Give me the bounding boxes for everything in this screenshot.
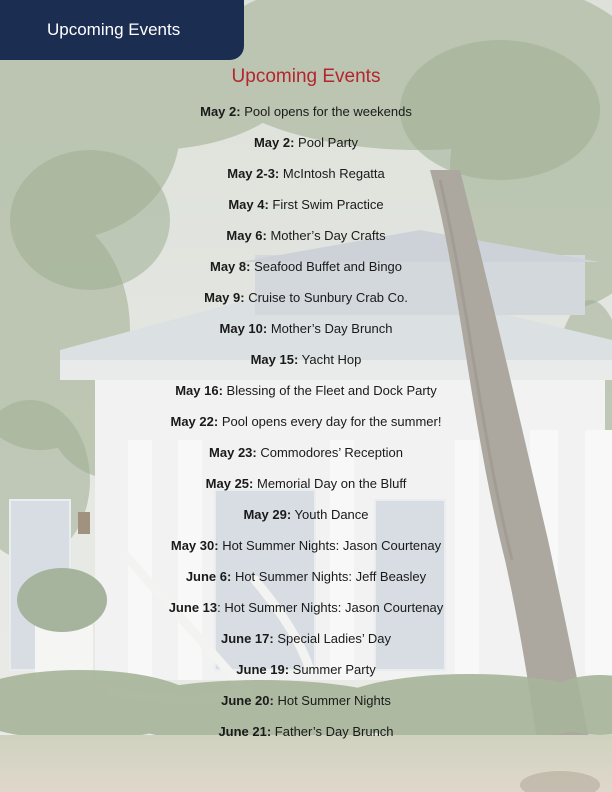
event-item bbox=[0, 722, 612, 753]
event-description: Blessing of the Fleet and Dock Party bbox=[222, 383, 437, 398]
event-item bbox=[0, 102, 612, 133]
event-date: May 2-3: bbox=[227, 166, 280, 181]
event-date: May 25: bbox=[205, 476, 254, 491]
event-description: Special Ladies’ Day bbox=[273, 631, 392, 646]
event-description: Memorial Day on the Bluff bbox=[253, 476, 407, 491]
event-date: June 19: bbox=[236, 662, 290, 677]
event-description: Summer Party bbox=[289, 662, 376, 677]
event-date: June 6: bbox=[185, 569, 232, 584]
event-list bbox=[0, 102, 612, 753]
event-item bbox=[0, 195, 612, 226]
event-date: May 29: bbox=[243, 507, 292, 522]
event-date: May 6: bbox=[226, 228, 267, 243]
event-description: Cruise to Sunbury Crab Co. bbox=[244, 290, 408, 305]
event-description: Pool opens every day for the summer! bbox=[218, 414, 442, 429]
event-description: Pool Party bbox=[294, 135, 359, 150]
event-description: Seafood Buffet and Bingo bbox=[250, 259, 403, 274]
event-description: Youth Dance bbox=[291, 507, 369, 522]
event-item bbox=[0, 257, 612, 288]
event-item bbox=[0, 350, 612, 381]
event-description: : Hot Summer Nights: Jason Courtenay bbox=[217, 600, 444, 615]
event-date: May 10: bbox=[219, 321, 268, 336]
event-description: Commodores’ Reception bbox=[256, 445, 403, 460]
event-item bbox=[0, 288, 612, 319]
event-date: May 2: bbox=[253, 135, 295, 150]
event-item bbox=[0, 691, 612, 722]
event-item bbox=[0, 319, 612, 350]
event-date: June 20: bbox=[221, 693, 274, 708]
event-item bbox=[0, 598, 612, 629]
page-title: Upcoming Events bbox=[231, 66, 381, 87]
event-description: Hot Summer Nights: Jeff Beasley bbox=[231, 569, 427, 584]
event-item bbox=[0, 133, 612, 164]
event-description: Father’s Day Brunch bbox=[271, 724, 394, 739]
event-item bbox=[0, 164, 612, 195]
event-description: Mother’s Day Brunch bbox=[267, 321, 393, 336]
event-item bbox=[0, 536, 612, 567]
event-description: Pool opens for the weekends bbox=[240, 104, 412, 119]
event-description: Mother’s Day Crafts bbox=[266, 228, 386, 243]
event-item bbox=[0, 412, 612, 443]
event-date: May 15: bbox=[250, 352, 299, 367]
event-item bbox=[0, 474, 612, 505]
event-description: McIntosh Regatta bbox=[279, 166, 385, 181]
event-date: June 21: bbox=[218, 724, 272, 739]
event-date: May 22: bbox=[170, 414, 219, 429]
event-date: May 4: bbox=[228, 197, 269, 212]
event-item bbox=[0, 567, 612, 598]
event-description: Hot Summer Nights: Jason Courtenay bbox=[218, 538, 442, 553]
event-date: May 30: bbox=[170, 538, 219, 553]
event-date: June 13 bbox=[168, 600, 218, 615]
event-date: May 23: bbox=[209, 445, 257, 460]
event-date: May 9: bbox=[204, 290, 245, 305]
event-date: May 2: bbox=[200, 104, 241, 119]
header-tab bbox=[0, 0, 244, 60]
event-item bbox=[0, 226, 612, 257]
event-description: First Swim Practice bbox=[268, 197, 384, 212]
event-description: Yacht Hop bbox=[298, 352, 362, 367]
event-item bbox=[0, 629, 612, 660]
header-title: Upcoming Events bbox=[47, 20, 181, 39]
event-description: Hot Summer Nights bbox=[273, 693, 391, 708]
event-date: May 8: bbox=[209, 259, 251, 274]
event-date: May 16: bbox=[175, 383, 223, 398]
event-item bbox=[0, 505, 612, 536]
event-date: June 17: bbox=[220, 631, 274, 646]
event-item bbox=[0, 660, 612, 691]
event-item bbox=[0, 381, 612, 412]
event-item bbox=[0, 443, 612, 474]
